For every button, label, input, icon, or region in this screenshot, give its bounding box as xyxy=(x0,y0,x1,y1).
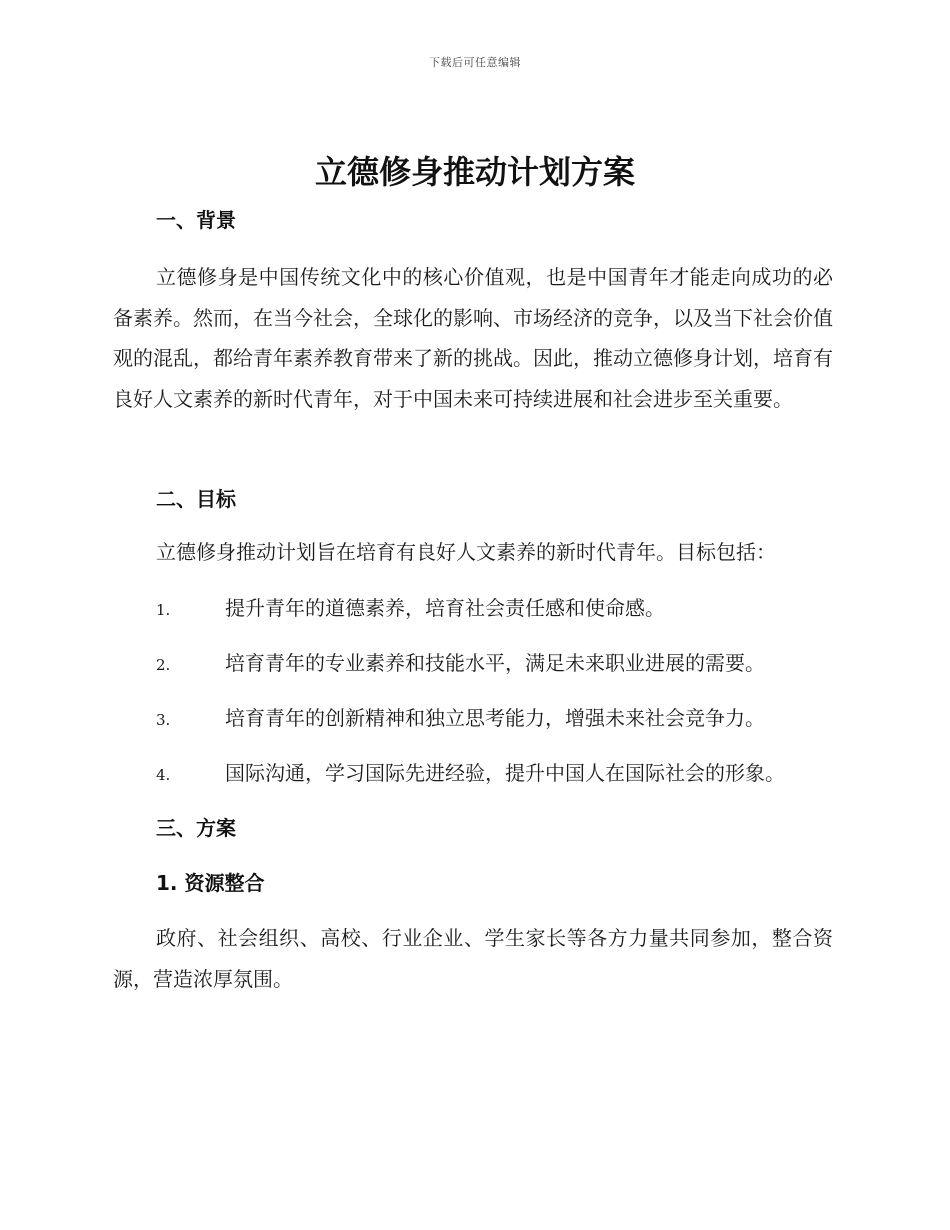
list-number: 4. xyxy=(156,766,171,784)
background-paragraph: 立德修身是中国传统文化中的核心价值观，也是中国青年才能走向成功的必备素养。然而，在当今社会，全球化的影响、市场经济的竞争，以及当下社会价值观的混乱，都给青年素养教育带来了新的挑战。因此，推动立德修身计划，培育有良好人文素养的新时代青年，对于中国未来可持续进展和社会进步至关重要。 xyxy=(113,265,833,411)
subheading-resource-integration: 1. 资源整合 xyxy=(156,871,265,895)
plan-paragraph: 政府、社会组织、高校、行业企业、学生家长等各方力量共同参加，整合资源，营造浓厚氛围。 xyxy=(113,926,833,991)
page-header-note: 下载后可任意编辑 xyxy=(429,56,521,69)
goals-intro-paragraph: 立德修身推动计划旨在培育有良好人文素养的新时代青年。目标包括： xyxy=(156,540,776,564)
section-heading-background: 一、背景 xyxy=(156,208,236,232)
list-number: 1. xyxy=(156,601,171,619)
list-text: 国际沟通，学习国际先进经验，提升中国人在国际社会的形象。 xyxy=(225,761,785,785)
list-text: 提升青年的道德素养，培育社会责任感和使命感。 xyxy=(225,596,665,620)
section-heading-goals: 二、目标 xyxy=(156,487,236,511)
list-number: 3. xyxy=(156,711,171,729)
document-title: 立德修身推动计划方案 xyxy=(314,153,635,191)
section-heading-plan: 三、方案 xyxy=(156,816,236,840)
list-text: 培育青年的创新精神和独立思考能力，增强未来社会竞争力。 xyxy=(225,706,765,730)
list-number: 2. xyxy=(156,656,171,674)
list-text: 培育青年的专业素养和技能水平，满足未来职业进展的需要。 xyxy=(225,651,765,675)
